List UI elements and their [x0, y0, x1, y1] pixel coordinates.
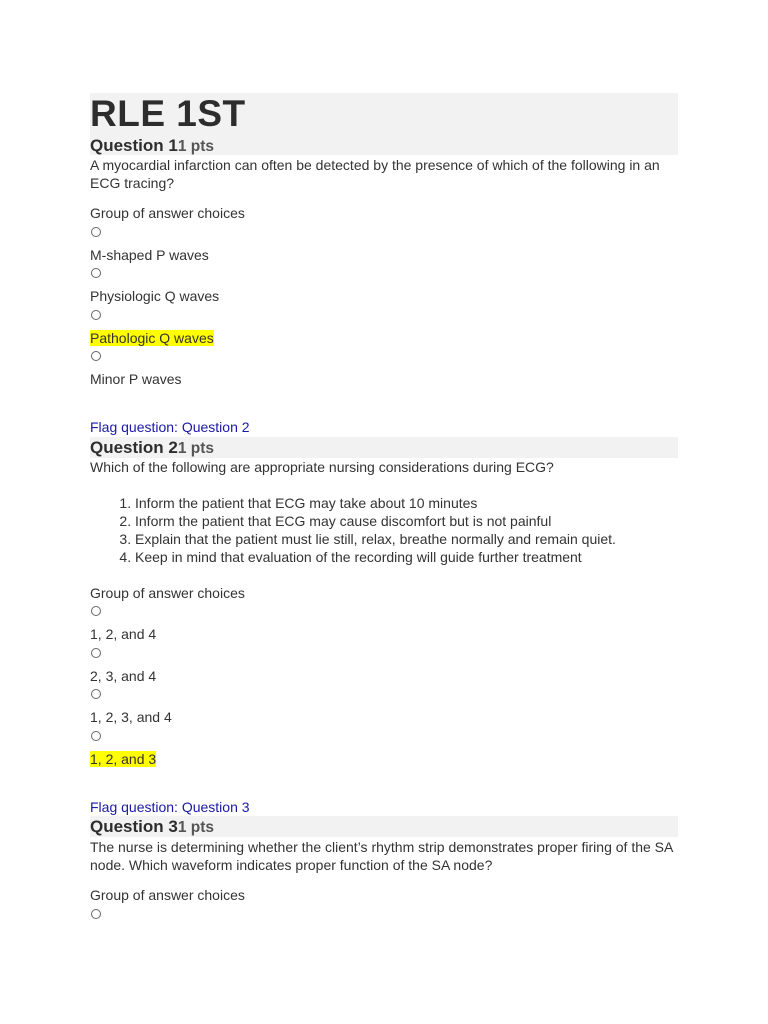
question-2-choice-2-label[interactable]: 2, 3, and 4	[90, 668, 157, 684]
question-1-text: A myocardial infarction can often be detected by the presence of which of the following in an ECG tracing?	[90, 157, 660, 191]
question-2-choice-2-radio[interactable]	[91, 648, 101, 658]
question-1-choice-4-label[interactable]: Minor P waves	[90, 371, 182, 387]
question-1-choice-4-radio[interactable]	[91, 351, 101, 361]
question-2-name: Question 2	[90, 438, 178, 457]
flag-question-3-link[interactable]: Flag question: Question 3	[90, 799, 250, 815]
list-item: 2. Inform the patient that ECG may cause discomfort but is not painful	[135, 512, 735, 530]
question-2-choice-4-label[interactable]: 1, 2, and 3	[90, 751, 157, 767]
question-3-choice-1-radio[interactable]	[91, 909, 101, 919]
question-2-text: Which of the following are appropriate nursing considerations during ECG?	[90, 459, 554, 475]
question-2-choice-1-label[interactable]: 1, 2, and 4	[90, 626, 157, 642]
question-1-group-label: Group of answer choices	[90, 205, 245, 221]
question-3-points: 1 pts	[177, 819, 215, 836]
question-2-statement-list	[90, 494, 735, 566]
question-1-choice-2-label[interactable]: Physiologic Q waves	[90, 288, 220, 304]
page-title: RLE 1ST	[90, 93, 246, 134]
question-2-group-label: Group of answer choices	[90, 585, 245, 601]
question-1-choice-3-radio[interactable]	[91, 310, 101, 320]
question-1-name: Question 1	[90, 136, 178, 155]
list-item: 1. Inform the patient that ECG may take about 10 minutes	[135, 494, 735, 512]
question-2-header	[90, 437, 678, 458]
question-2-choice-1-radio[interactable]	[91, 606, 101, 616]
question-3-group-label: Group of answer choices	[90, 887, 245, 903]
question-2-choice-3-label[interactable]: 1, 2, 3, and 4	[90, 709, 172, 725]
question-2-points: 1 pts	[177, 440, 215, 457]
question-3-text: The nurse is determining whether the client’s rhythm strip demonstrates proper firing of the SA node. Which waveform indicates proper function of the SA node?	[90, 839, 673, 873]
question-2-choice-3-radio[interactable]	[91, 689, 101, 699]
question-1-points: 1 pts	[177, 138, 215, 155]
question-2-choice-4-radio[interactable]	[91, 731, 101, 741]
question-1-choice-2-radio[interactable]	[91, 268, 101, 278]
question-1-choice-1-radio[interactable]	[91, 227, 101, 237]
question-1-choice-1-label[interactable]: M-shaped P waves	[90, 247, 209, 263]
question-1-header	[90, 135, 678, 156]
question-3-name: Question 3	[90, 817, 178, 836]
flag-question-2-link[interactable]: Flag question: Question 2	[90, 419, 250, 435]
question-3-header	[90, 816, 678, 837]
list-item: 3. Explain that the patient must lie still, relax, breathe normally and remain quiet.	[135, 530, 735, 548]
question-1-choice-3-label[interactable]: Pathologic Q waves	[90, 330, 214, 346]
list-item: 4. Keep in mind that evaluation of the recording will guide further treatment	[135, 548, 735, 566]
